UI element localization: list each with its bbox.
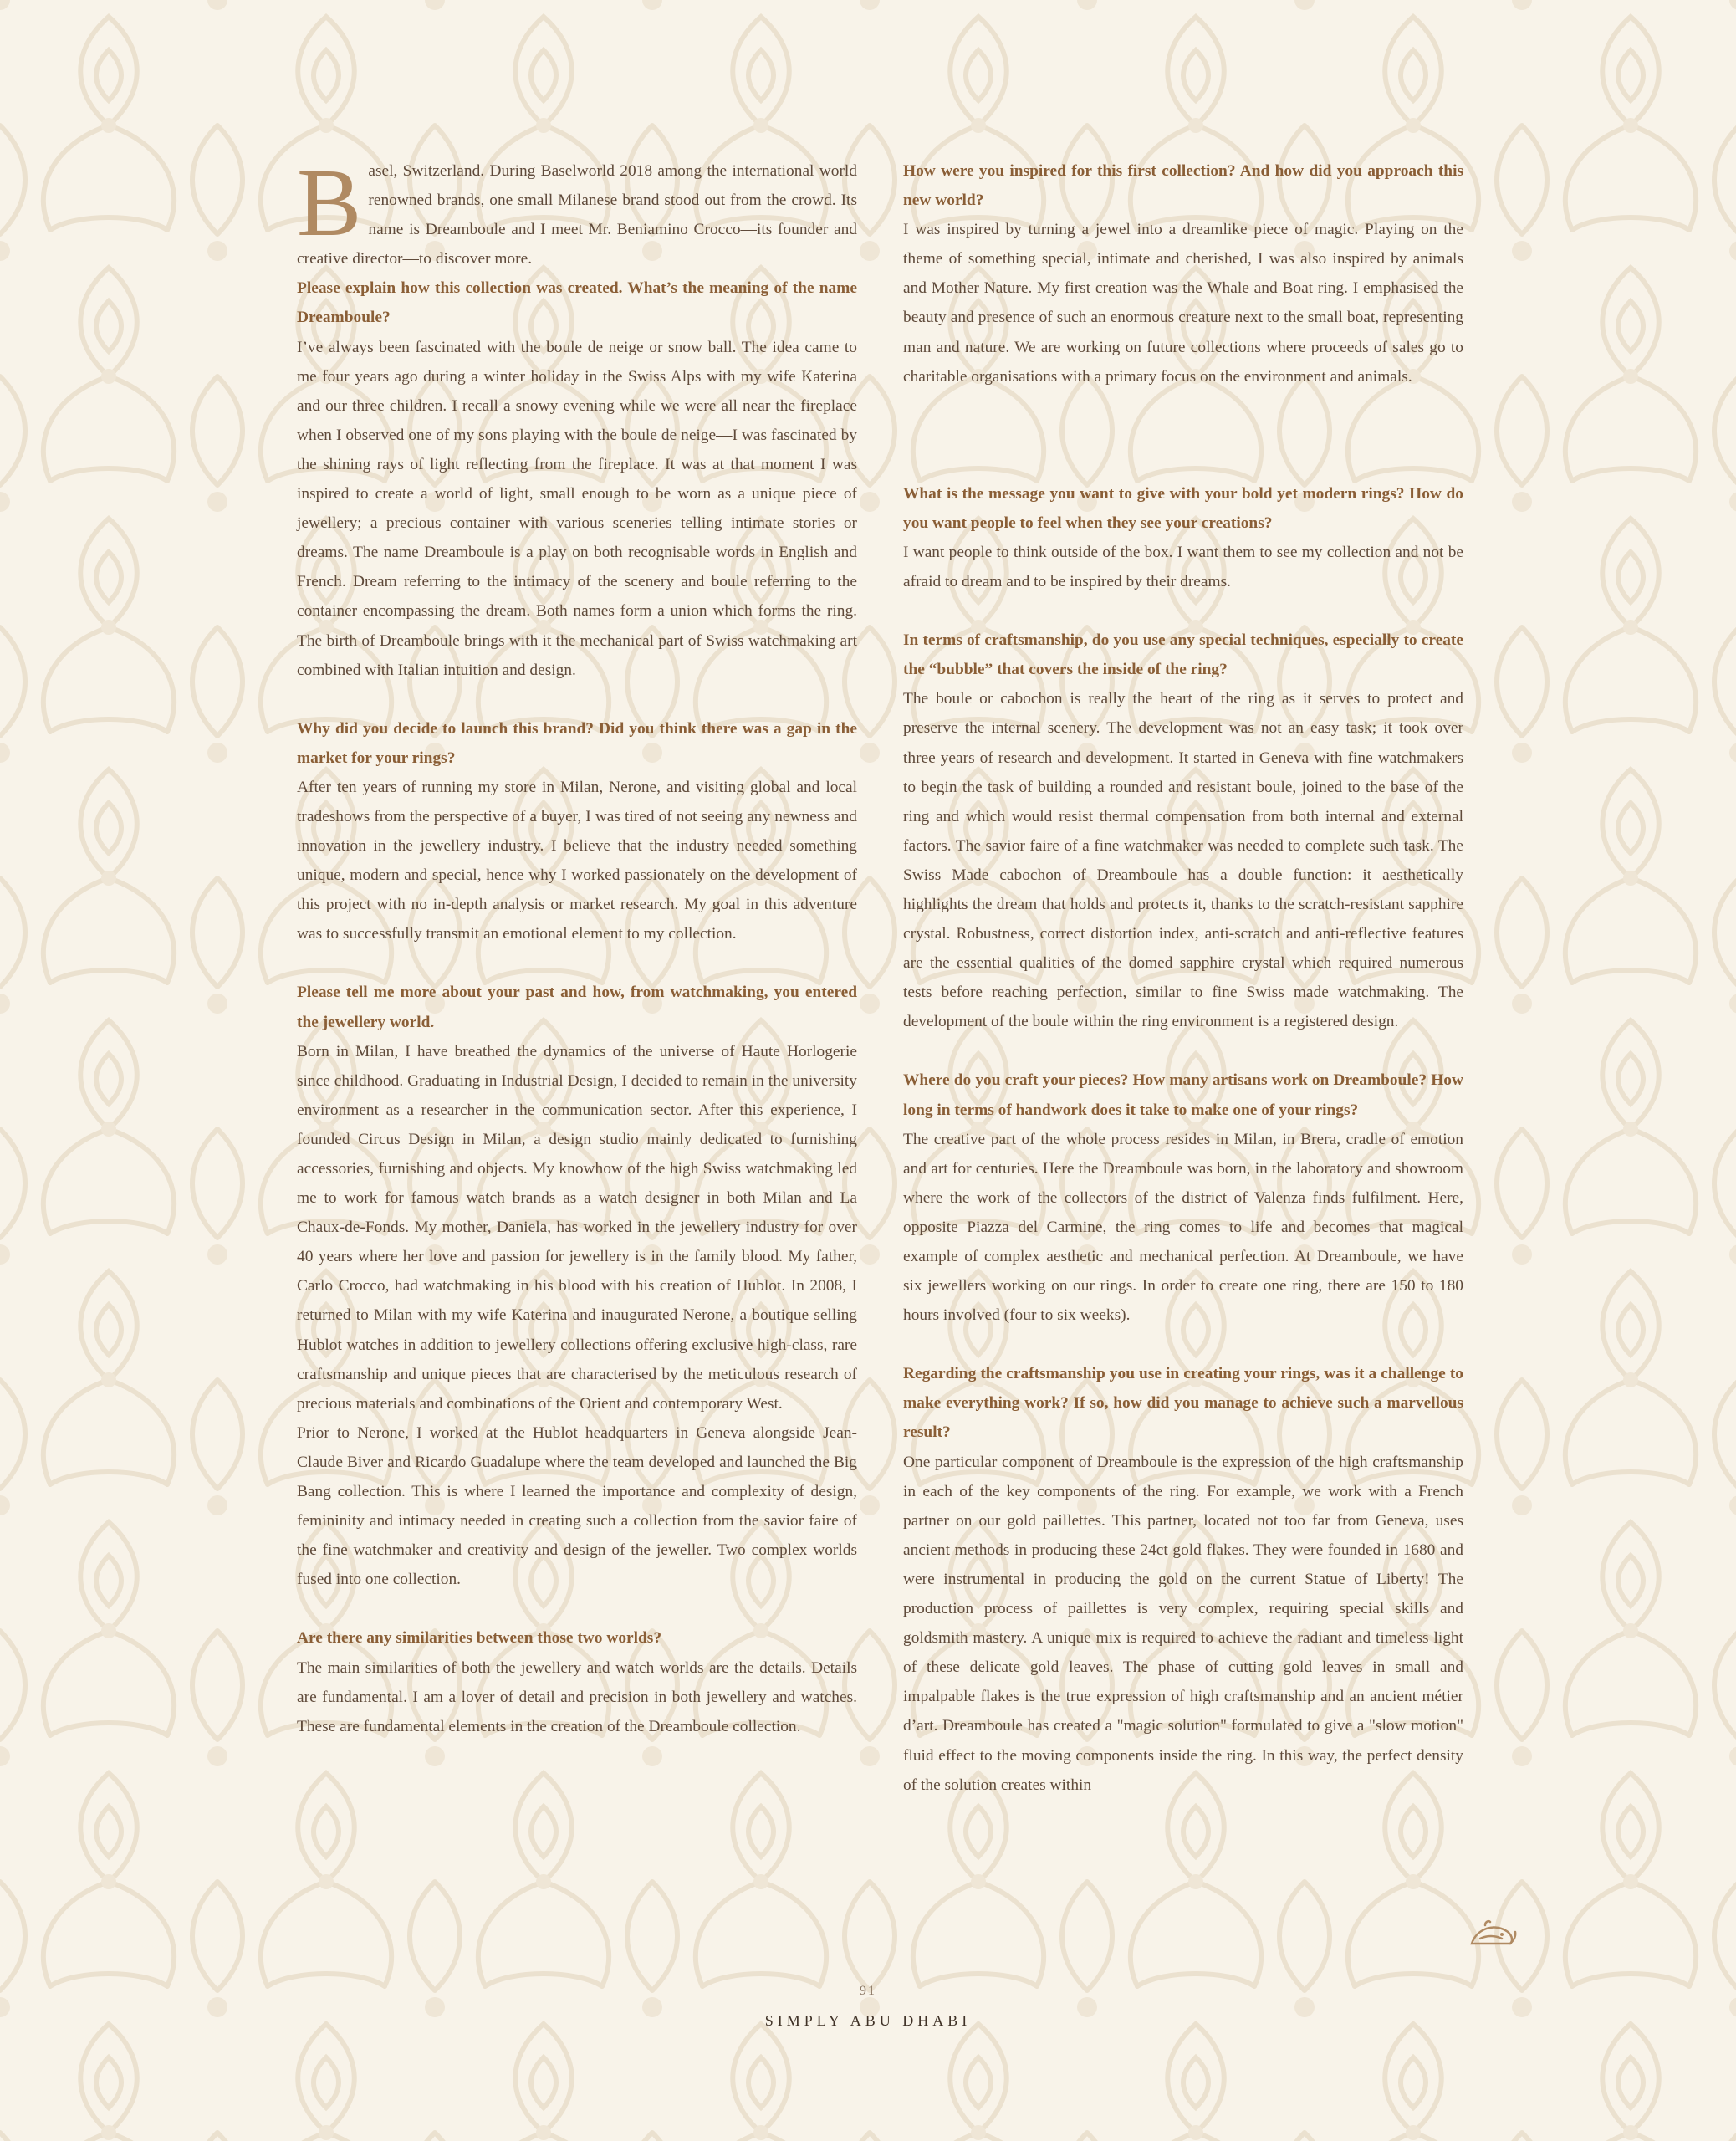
interview-answer: After ten years of running my store in Milan, Nerone, and visiting global and local tradeshows from the perspective of a buyer, I was tired of not seeing any newness and innovation in the jewellery industry. I believe that the industry needed something unique, modern and special, hence why I worked passionately on the development of this project with no in-depth analysis or market research. My goal in this adventure was to successfully transmit an emotional element to my collection. <box>297 778 857 943</box>
interview-answer: I’ve always been fascinated with the boule de neige or snow ball. The idea came to me four years ago during a winter holiday in the Swiss Alps with my wife Katerina and our three children. I recall a snowy evening while we were all near the fireplace when I observed one of my sons playing with the boule de neige—I was fascinated by the shining rays of light reflecting from the fireplace. It was at that moment I was inspired to create a world of light, small enough to be worn as a unique piece of jewellery; a precious container with various sceneries telling intimate stories or dreams. The name Dreamboule is a play on both recognisable words in English and French. Dream referring to the intimacy of the scenery and boule referring to the container encompassing the dream. Both names form a union which forms the ring. The birth of Dreamboule brings with it the mechanical part of Swiss watchmaking art combined with Italian intuition and design. <box>297 338 857 679</box>
interview-question: How were you inspired for this first collection? And how did you approach this new world? <box>903 162 1463 210</box>
interview-answer: Born in Milan, I have breathed the dynamics of the universe of Haute Horlogerie since childhood. Graduating in Industrial Design, I decided to remain in the university environment as a researcher in the communication sector. After this experience, I founded Circus Design in Milan, a design studio mainly dedicated to furnishing accessories, furnishing and objects. My knowhow of the high Swiss watchmaking led me to work for famous watch brands as a watch designer in both Milan and La Chaux-de-Fonds. My mother, Daniela, has worked in the jewellery industry for over 40 years where her love and passion for jewellery is in the family blood. My father, Carlo Crocco, had watchmaking in his blood with his creation of Hublot. In 2008, I returned to Milan with my wife Katerina and inaugurated Nerone, a boutique selling Hublot watches in addition to jewellery collections offering exclusive high-class, rare craftsmanship and unique pieces that are characterised by the meticulous research of precious materials and combinations of the Orient and contemporary West. <box>297 1042 857 1413</box>
interview-question: Where do you craft your pieces? How many artisans work on Dreamboule? How long in terms of handwork does it take to make one of your rings? <box>903 1071 1463 1119</box>
qa-section <box>903 1359 1463 1799</box>
right-column <box>903 156 1463 1800</box>
qa-section <box>903 479 1463 596</box>
intro-text: asel, Switzerland. During Baselworld 2018 among the international world renowned brands, one small Milanese brand stood out from the crowd. Its name is Dreamboule and I meet Mr. Beniamino Crocco—its founder and creative director—to discover more. <box>297 162 857 268</box>
qa-section <box>903 156 1463 391</box>
interview-question: Please explain how this collection was created. What’s the meaning of the name Dreamboule? <box>297 279 857 327</box>
qa-section <box>903 1065 1463 1330</box>
interview-answer: Prior to Nerone, I worked at the Hublot headquarters in Geneva alongside Jean-Claude Biver and Ricardo Guadalupe where the team developed and launched the Big Bang collection. This is where I learned the importance and complexity of design, femininity and intimacy needed in creating such a collection from the savior faire of the fine watchmaker and creativity and design of the jeweller. Two complex worlds fused into one collection. <box>297 1423 857 1589</box>
interview-answer: I want people to think outside of the box. I want them to see my collection and not be afraid to dream and to be inspired by their dreams. <box>903 543 1463 591</box>
magazine-name: SIMPLY ABU DHABI <box>764 2012 972 2029</box>
qa-section <box>903 626 1463 1036</box>
interview-question: Are there any similarities between those two worlds? <box>297 1629 662 1648</box>
article-intro <box>297 150 857 273</box>
interview-answer: I was inspired by turning a jewel into a dreamlike piece of magic. Playing on the theme of something special, intimate and cherished, I was also inspired by animals and Mother Nature. My first creation was the Whale and Boat ring. I emphasised the beauty and presence of such an enormous creature next to the small boat, representing man and nature. We are working on future collections where proceeds of sales go to charitable organisations with a primary focus on the environment and animals. <box>903 221 1463 386</box>
qa-section <box>297 273 857 684</box>
drop-cap: B <box>297 150 362 257</box>
interview-answer: One particular component of Dreamboule is the expression of the high craftsmanship in each of the key components of the ring. For example, we work with a French partner on our gold paillettes. This partner, located not too far from Geneva, uses ancient methods in producing these 24ct gold flakes. They were founded in 1680 and were instrumental in producing the gold on the current Statue of Liberty! The production process of paillettes is very complex, requiring special skills and goldsmith mastery. A unique mix is required to achieve the radiant and timeless light of these delicate gold leaves. The phase of cutting gold leaves in small and impalpable flakes is the true expression of high craftsmanship and an ancient métier d’art. Dreamboule has created a "magic solution" formulated to give a "slow motion" fluid effect to the moving components inside the ring. In this way, the perfect density of the solution creates within <box>903 1453 1463 1794</box>
interview-answer: The boule or cabochon is really the heart of the ring as it serves to protect and preserve the internal scenery. The development was not an easy task; it took over three years of research and development. It started in Geneva with fine watchmakers to begin the task of building a rounded and resistant boule, joined to the base of the ring and which would resist thermal compensation from both internal and external factors. The savior faire of a fine watchmaker was needed to complete such task. The Swiss Made cabochon of Dreamboule has a double function: it aesthetically highlights the dream that holds and protects it, thanks to the scratch-resistant sapphire crystal. Robustness, correct distortion index, anti-scratch and anti-reflective features are the essential qualities of the domed sapphire crystal which required numerous tests before reaching perfection, similar to fine Swiss made watchmaking. The development of the boule within the ring environment is a registered design. <box>903 690 1463 1031</box>
interview-question: What is the message you want to give with your bold yet modern rings? How do you want people to feel when they see your creations? <box>903 484 1463 532</box>
page-number: 91 <box>860 1984 876 1998</box>
interview-question: Regarding the craftsmanship you use in creating your rings, was it a challenge to make everything work? If so, how did you manage to achieve such a marvellous result? <box>903 1365 1463 1442</box>
interview-answer: The creative part of the whole process resides in Milan, in Brera, cradle of emotion and art for centuries. Here the Dreamboule was born, in the laboratory and showroom where the work of the collectors of the district of Valenza finds fulfilment. Here, opposite Piazza del Carmine, the ring comes to life and becomes that magical example of complex aesthetic and mechanical perfection. At Dreamboule, we have six jewellers working on our rings. In order to create one ring, there are 150 to 180 hours involved (four to six weeks). <box>903 1130 1463 1325</box>
interview-question: Please tell me more about your past and how, from watchmaking, you entered the jewellery world. <box>297 984 857 1031</box>
interview-answer: The main similarities of both the jewellery and watch worlds are the details. Details are fundamental. I am a lover of detail and precision in both jewellery and watches. These are fundamental elements in the creation of the Dreamboule collection. <box>297 1658 857 1735</box>
qa-section <box>297 1623 857 1740</box>
qa-section <box>297 714 857 949</box>
whale-end-mark-icon <box>1468 1919 1517 1952</box>
interview-question: Why did you decide to launch this brand? Did you think there was a gap in the market for your rings? <box>297 719 857 767</box>
qa-section <box>297 978 857 1594</box>
interview-question: In terms of craftsmanship, do you use any special techniques, especially to create the “bubble” that covers the inside of the ring? <box>903 631 1463 679</box>
left-column <box>297 150 857 1741</box>
